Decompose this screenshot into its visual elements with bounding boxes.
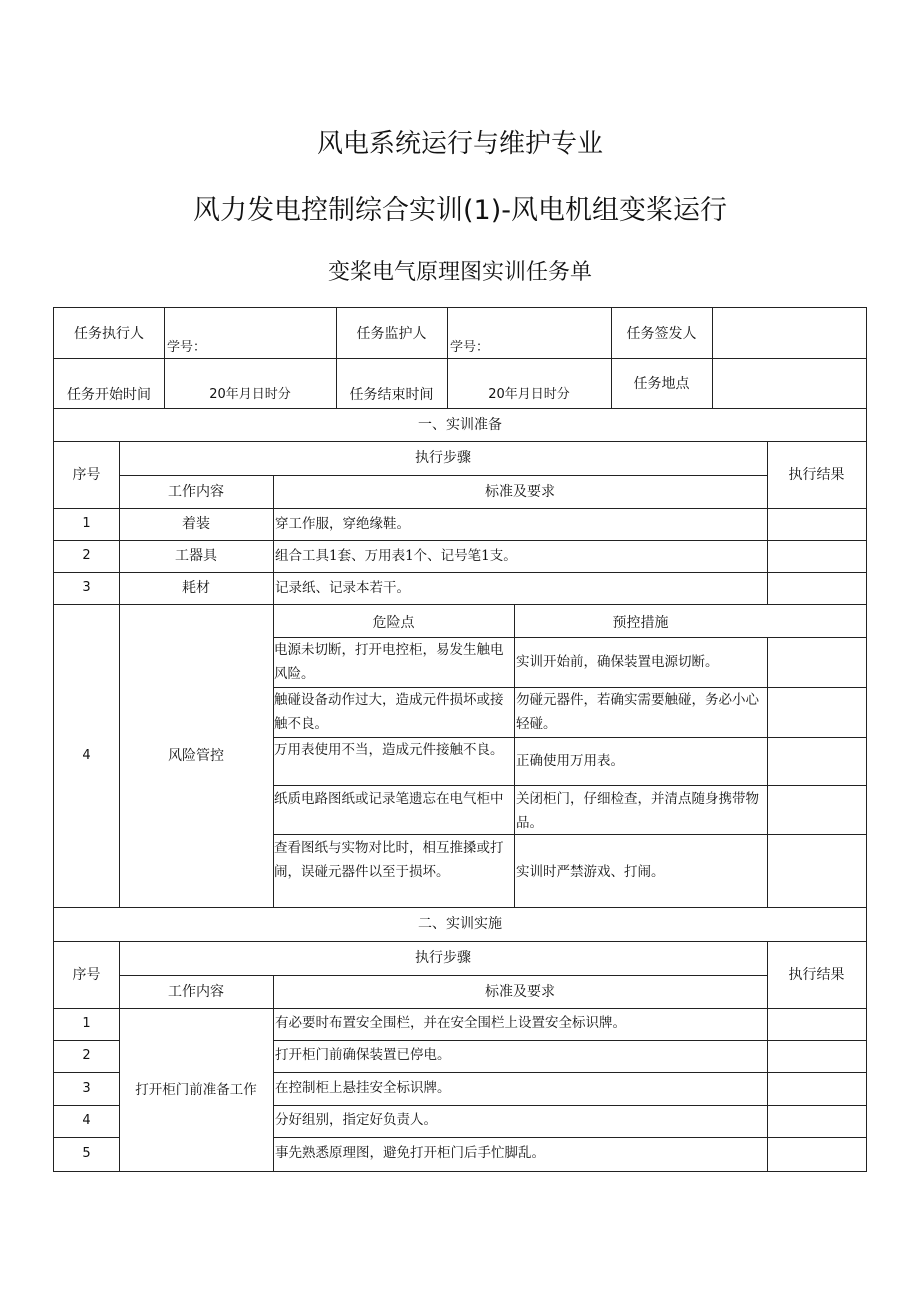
header-steps: 执行步骤: [415, 450, 471, 466]
row-divider: [273, 1137, 866, 1138]
prep-row-seq: 1: [82, 516, 91, 531]
impl-row-standard: 在控制柜上悬挂安全标识牌。: [275, 1080, 451, 1096]
col-divider: [712, 308, 713, 408]
header-hazard: 危险点: [372, 614, 415, 631]
measure-item: 正确使用万用表。: [516, 753, 624, 769]
impl-row-standard: 分好组别，指定好负责人。: [275, 1112, 437, 1128]
hazard-item: 触碰设备动作过大，造成元件损坏或接触不良。: [274, 692, 504, 732]
major-title: 风电系统运行与维护专业: [316, 129, 603, 159]
prep-row-content: 着装: [182, 516, 210, 532]
course-title: 风力发电控制综合实训(1)-风电机组变桨运行: [193, 195, 727, 226]
measure-item: 关闭柜门，仔细检查，并清点随身携带物品。: [516, 791, 759, 831]
prep-row-standard: 穿工作服，穿绝缘鞋。: [275, 516, 410, 532]
header-content: 工作内容: [168, 483, 224, 500]
impl-row-seq: 1: [82, 1016, 91, 1031]
issuer-label: 任务签发人: [626, 326, 697, 342]
end-time-label: 任务结束时间: [349, 387, 434, 403]
prep-row-seq: 3: [82, 580, 91, 595]
impl-row-standard: 有必要时布置安全围栏，并在安全围栏上设置安全标识牌。: [275, 1015, 626, 1031]
impl-group-content: 打开柜门前准备工作: [135, 1081, 257, 1098]
header-standard: 标准及要求: [485, 483, 555, 500]
executor-id-label: 学号：: [167, 340, 207, 355]
impl-row-standard: 打开柜门前确保装置已停电。: [275, 1047, 451, 1063]
prep-row-content: 工器具: [175, 548, 217, 564]
row-divider: [273, 1072, 866, 1073]
header-content: 工作内容: [168, 983, 224, 1000]
impl-row-standard: 事先熟悉原理图，避免打开柜门后手忙脚乱。: [275, 1145, 545, 1161]
prep-row-seq: 2: [82, 548, 91, 563]
col-divider: [767, 637, 768, 907]
measure-item: 实训开始前，确保装置电源切断。: [516, 654, 719, 670]
measure-item: 实训时严禁游戏、打闹。: [516, 864, 665, 880]
impl-row-seq: 3: [82, 1080, 91, 1096]
executor-label: 任务执行人: [74, 326, 144, 342]
header-result: 执行结果: [788, 466, 845, 483]
location-label: 任务地点: [633, 376, 690, 392]
supervisor-id-label: 学号：: [450, 340, 490, 355]
header-standard: 标准及要求: [485, 983, 555, 1000]
prep-row-standard: 组合工具1套、万用表1个、记号笔1支。: [275, 548, 517, 564]
measure-item: 勿碰元器件，若确实需要触碰，务必小心轻碰。: [516, 692, 759, 732]
header-measure: 预控措施: [612, 614, 669, 631]
risk-seq: 4: [82, 747, 91, 763]
supervisor-label: 任务监护人: [356, 326, 427, 342]
hazard-item: 电源未切断，打开电控柜，易发生触电风险。: [274, 642, 504, 682]
task-sheet-table: [53, 307, 867, 1172]
row-divider: [54, 358, 866, 359]
risk-content: 风险管控: [168, 747, 224, 764]
row-divider: [273, 785, 866, 786]
impl-row-seq: 5: [82, 1146, 91, 1161]
row-divider: [273, 1040, 866, 1041]
impl-row-seq: 2: [82, 1048, 91, 1063]
header-steps: 执行步骤: [415, 950, 471, 966]
hazard-item: 纸质电路图纸或记录笔遗忘在电气柜中: [274, 791, 504, 807]
hazard-item: 查看图纸与实物对比时，相互推搡或打闹，误碰元器件以至于损坏。: [274, 840, 504, 880]
start-time-label: 任务开始时间: [67, 387, 151, 403]
end-time-value: 20年月日时分: [488, 387, 570, 402]
hazard-item: 万用表使用不当，造成元件接触不良。: [274, 742, 504, 758]
col-divider: [514, 604, 515, 907]
impl-row-seq: 4: [82, 1113, 91, 1128]
start-time-value: 20年月日时分: [209, 387, 291, 402]
section2-title: 二、实训实施: [418, 916, 502, 932]
header-seq: 序号: [72, 466, 101, 483]
prep-row-standard: 记录纸、记录本若干。: [275, 580, 410, 596]
header-result: 执行结果: [788, 966, 845, 983]
section1-title: 一、实训准备: [418, 416, 502, 433]
document-title: 变桨电气原理图实训任务单: [327, 260, 592, 285]
header-seq: 序号: [72, 966, 101, 983]
row-divider: [273, 1105, 866, 1106]
prep-row-content: 耗材: [182, 580, 210, 596]
